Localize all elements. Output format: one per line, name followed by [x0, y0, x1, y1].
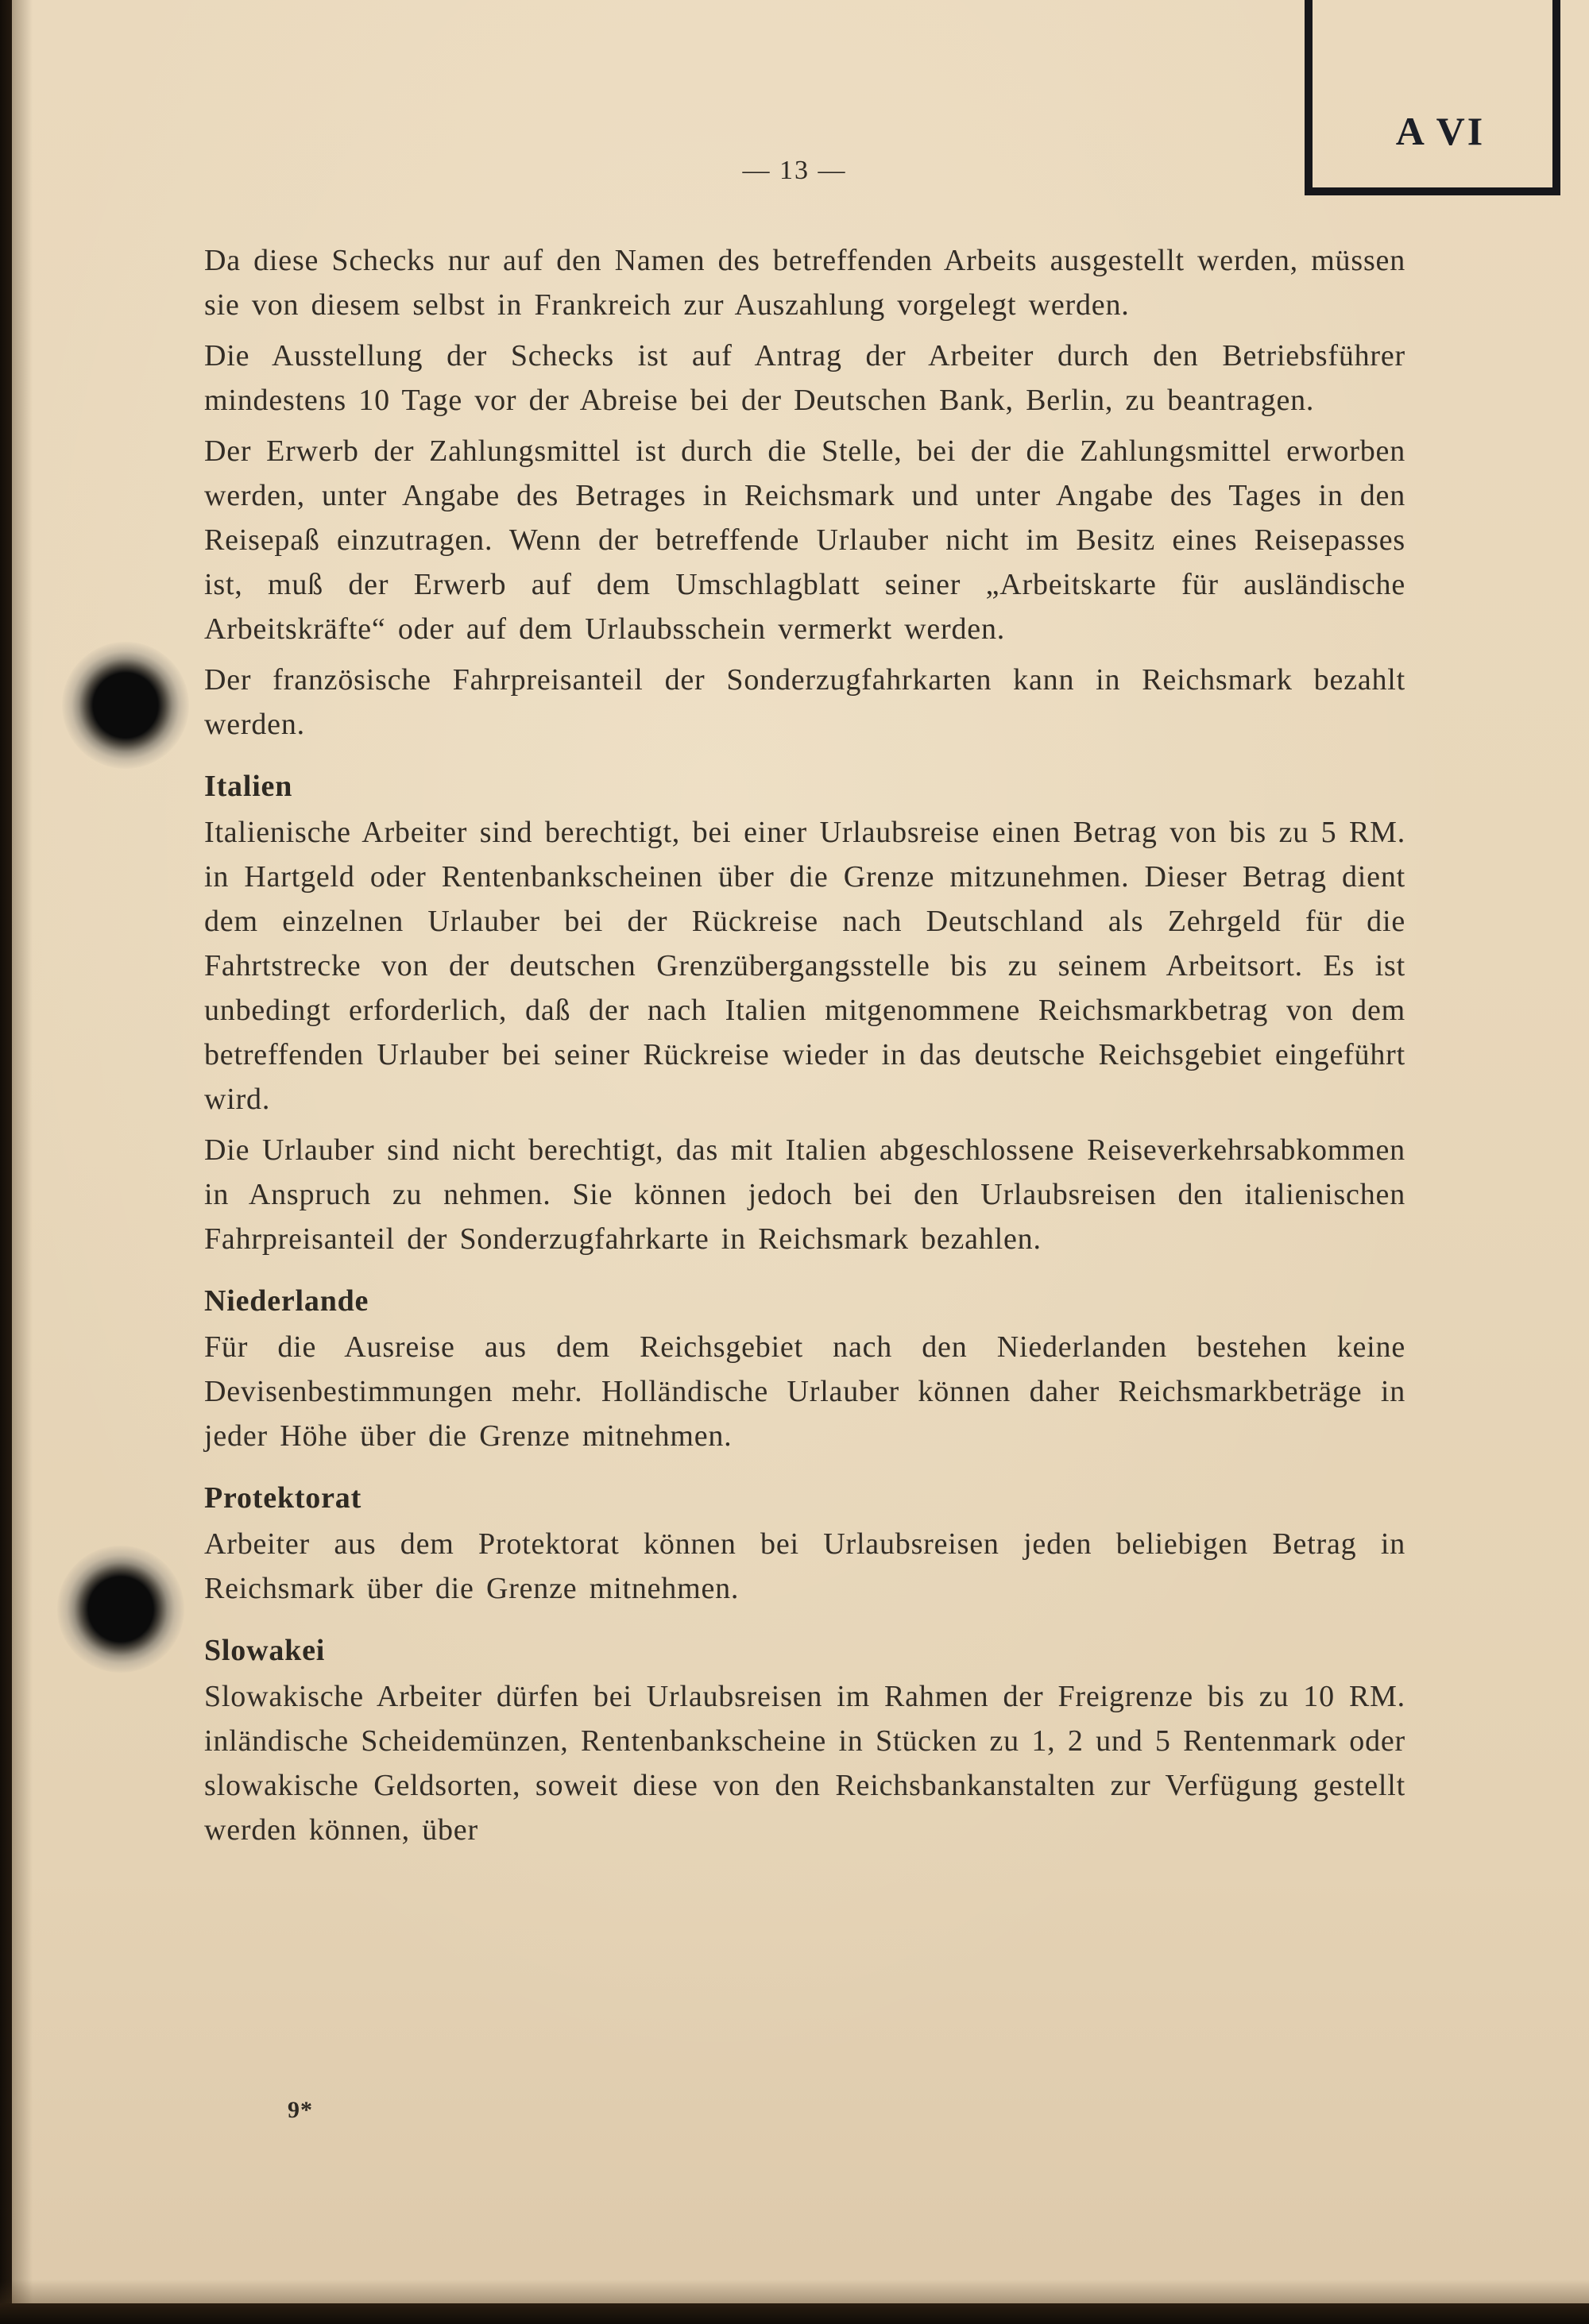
- paragraph-niederlande: Für die Ausreise aus dem Reichsgebiet nach den Niederlanden bestehen keine Devisenbestimmungen mehr. Holländische Urlauber können daher Reichsmarkbeträge in jeder Höhe über die Grenze mitnehmen.: [204, 1330, 1405, 1453]
- paragraph-schecks-frankreich: Da diese Schecks nur auf den Namen des betreffenden Arbeits ausgestellt werden, müssen sie von diesem selbst in Frankreich zur Auszahlung vorgelegt werden.: [204, 244, 1405, 322]
- paragraph-ausstellung-schecks: Die Ausstellung der Schecks ist auf Antrag der Arbeiter durch den Betriebsführer mindestens 10 Tage vor der Abreise bei der Deutschen Bank, Berlin, zu beantragen.: [204, 339, 1405, 417]
- document-body: [204, 238, 1405, 1859]
- scan-edge-left: [0, 0, 12, 2324]
- scan-edge-left-shadow: [12, 0, 33, 2324]
- classification-stamp-label: A VI: [1395, 109, 1486, 153]
- page-number: — 13 —: [742, 156, 847, 185]
- paragraph-franzoesischer-fahrpreisanteil: Der französische Fahrpreisanteil der Sonderzugfahrkarten kann in Reichsmark bezahlt werden.: [204, 663, 1405, 741]
- paragraph-protektorat: Arbeiter aus dem Protektorat können bei Urlaubsreisen jeden beliebigen Betrag in Reichsmark über die Grenze mitnehmen.: [204, 1527, 1405, 1605]
- hole-punch-top: [62, 642, 189, 769]
- section-heading-italien: Italien: [204, 770, 293, 803]
- scan-edge-bottom: [0, 2303, 1589, 2324]
- paragraph-italien-betrag: Italienische Arbeiter sind berechtigt, bei einer Urlaubsreise einen Betrag von bis zu 5 RM. in Hartgeld oder Rentenbankscheinen über die Grenze mitzunehmen. Dieser Betrag dient dem einzelnen Urlauber bei der Rückreise nach Deutschland als Zehrgeld für die Fahrtstrecke von der deutschen Grenzübergangsstelle bis zu seinem Arbeitsort. Es ist unbedingt erforderlich, daß der nach Italien mitgenommene Reichsmarkbetrag von dem betreffenden Urlauber bei seiner Rückreise wieder in das deutsche Reichsgebiet eingeführt wird.: [204, 816, 1405, 1116]
- section-heading-protektorat: Protektorat: [204, 1481, 362, 1515]
- classification-stamp-box: [1305, 0, 1560, 195]
- paragraph-italien-reiseverkehrsabkommen: Die Urlauber sind nicht berechtigt, das mit Italien abgeschlossene Reiseverkehrsabkommen in Anspruch zu nehmen. Sie können jedoch bei den Urlaubsreisen den italienischen Fahrpreisanteil der Sonderzugfahrkarte in Reichsmark bezahlen.: [204, 1133, 1405, 1256]
- hole-punch-bottom: [57, 1546, 184, 1673]
- section-heading-niederlande: Niederlande: [204, 1284, 369, 1318]
- paragraph-slowakei: Slowakische Arbeiter dürfen bei Urlaubsreisen im Rahmen der Freigrenze bis zu 10 RM. inländische Scheidemünzen, Rentenbankscheine in Stücken zu 1, 2 und 5 Rentenmark oder slowakische Geldsorten, soweit diese von den Reichsbankanstalten zur Verfügung gestellt werden können, über: [204, 1680, 1405, 1847]
- printers-signature-mark: 9*: [288, 2097, 313, 2123]
- scan-edge-bottom-shadow: [0, 2280, 1589, 2303]
- section-heading-slowakei: Slowakei: [204, 1634, 326, 1667]
- paragraph-erwerb-zahlungsmittel: Der Erwerb der Zahlungsmittel ist durch die Stelle, bei der die Zahlungsmittel erworben werden, unter Angabe des Betrages in Reichsmark und unter Angabe des Tages in den Reisepaß einzutragen. Wenn der betreffende Urlauber nicht im Besitz eines Reisepasses ist, muß der Erwerb auf dem Umschlagblatt seiner „Arbeitskarte für ausländische Arbeitskräfte“ oder auf dem Urlaubsschein vermerkt werden.: [204, 434, 1405, 646]
